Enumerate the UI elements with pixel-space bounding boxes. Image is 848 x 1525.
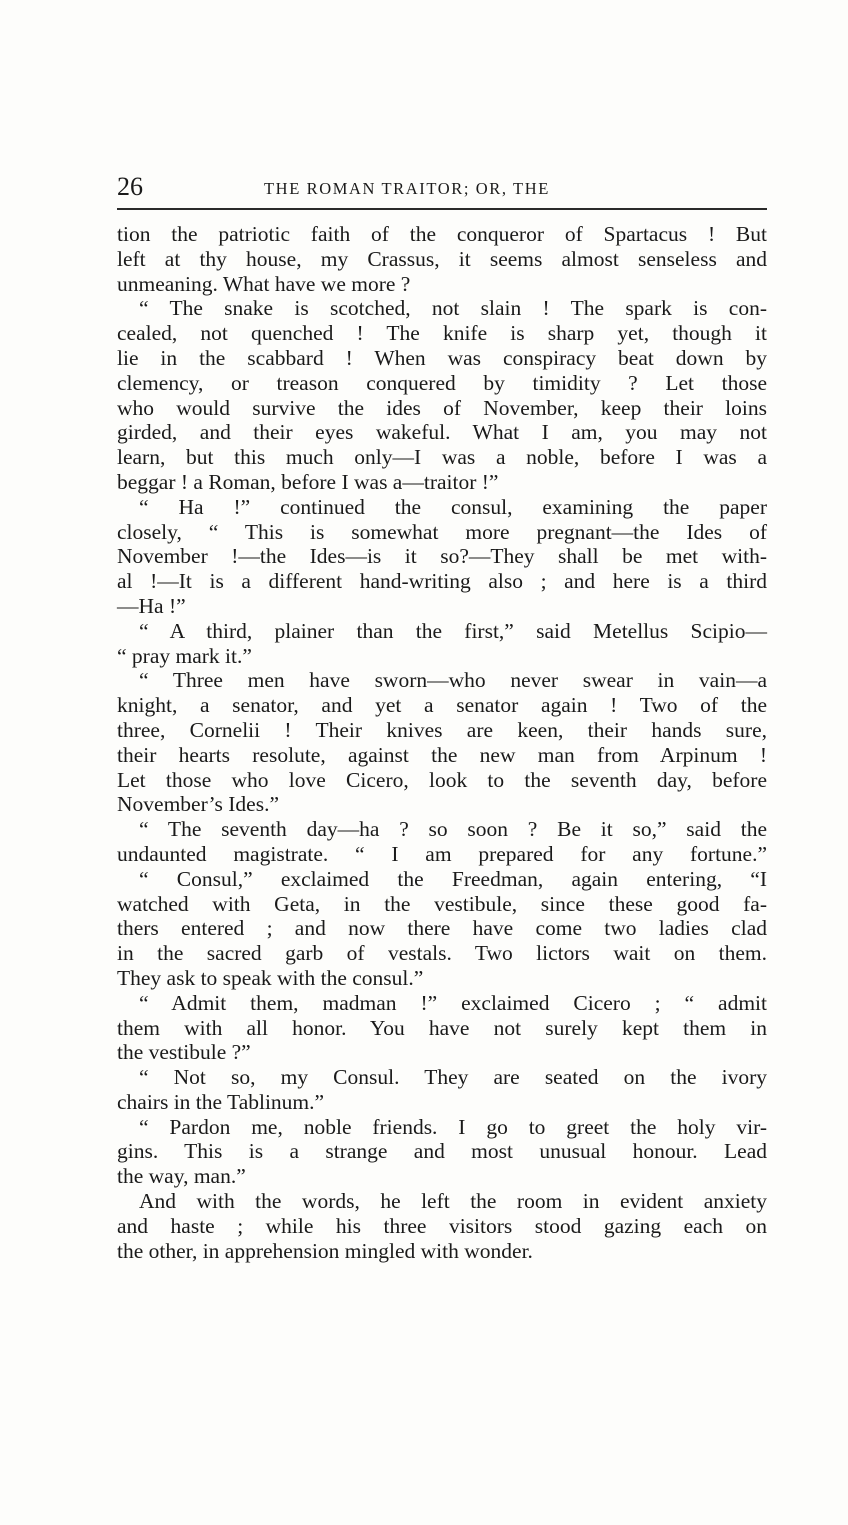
text-line: left at thy house, my Crassus, it seems almost senseless and [117,246,767,271]
text-line: three, Cornelii ! Their knives are keen, their hands sure, [117,717,767,742]
text-line: the other, in apprehension mingled with wonder. [117,1238,533,1263]
text-line: November’s Ides.” [117,792,279,817]
text-line: learn, but this much only—I was a noble, before I was a [117,445,767,470]
text-line: Let those who love Cicero, look to the seventh day, before [117,767,767,792]
text-line: “ Pardon me, noble friends. I go to greet the holy vir- [139,1114,767,1139]
text-line: watched with Geta, in the vestibule, since these good fa- [117,891,767,916]
text-line: their hearts resolute, against the new man from Arpinum ! [117,742,767,767]
text-line: tion the patriotic faith of the conqueror of Spartacus ! But [117,222,767,246]
text-line: And with the words, he left the room in evident anxiety [139,1189,767,1214]
page-number: 26 [117,172,143,201]
text-line: gins. This is a strange and most unusual honour. Lead [117,1139,767,1164]
text-line: clemency, or treason conquered by timidity ? Let those [117,370,767,395]
text-line: “ Ha !” continued the consul, examining the paper [139,494,767,519]
text-line: al !—It is a different hand-writing also ; and here is a third [117,569,767,594]
text-line: They ask to speak with the consul.” [117,965,424,990]
text-line: “ The seventh day—ha ? so soon ? Be it so,” said the [139,817,767,842]
running-title: THE ROMAN TRAITOR; OR, THE [264,179,550,198]
text-line: “ The snake is scotched, not slain ! The spark is con- [139,296,767,321]
text-line: the vestibule ?” [117,1040,251,1065]
text-line: “ Admit them, madman !” exclaimed Cicero ; “ admit [139,990,767,1015]
text-line: “ A third, plainer than the first,” said Metellus Scipio— [139,618,767,643]
text-line: November !—the Ides—is it so?—They shall be met with- [117,544,767,569]
header-rule [117,208,767,210]
text-line: cealed, not quenched ! The knife is sharp yet, though it [117,321,767,346]
text-line: “ Not so, my Consul. They are seated on the ivory [139,1065,767,1090]
text-line: —Ha !” [117,593,186,618]
text-line: “ Three men have sworn—who never swear in vain—a [139,668,767,693]
text-line: chairs in the Tablinum.” [117,1089,325,1114]
text-line: “ Consul,” exclaimed the Freedman, again entering, “I [139,866,767,891]
body-text [117,222,767,1263]
text-line: the way, man.” [117,1164,246,1189]
text-line: and haste ; while his three visitors stood gazing each on [117,1213,767,1238]
text-line: unmeaning. What have we more ? [117,271,411,296]
running-head [117,172,767,206]
text-line: lie in the scabbard ! When was conspiracy beat down by [117,345,767,370]
text-line: thers entered ; and now there have come two ladies clad [117,916,767,941]
text-line: closely, “ This is somewhat more pregnant—the Ides of [117,519,767,544]
text-line: knight, a senator, and yet a senator again ! Two of the [117,693,767,718]
text-line: girded, and their eyes wakeful. What I am, you may not [117,420,767,445]
text-line: them with all honor. You have not surely kept them in [117,1015,767,1040]
text-line: “ pray mark it.” [117,643,252,668]
text-line: in the sacred garb of vestals. Two lictors wait on them. [117,941,767,966]
text-line: beggar ! a Roman, before I was a—traitor !” [117,469,499,494]
text-line: who would survive the ides of November, keep their loins [117,395,767,420]
text-line: undaunted magistrate. “ I am prepared for any fortune.” [117,841,767,866]
